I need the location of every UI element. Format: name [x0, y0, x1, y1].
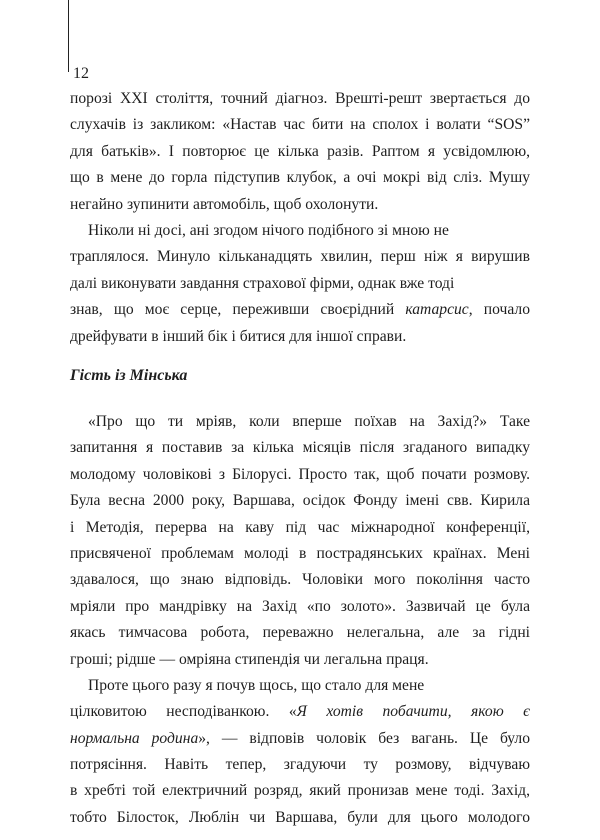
text-line: порозі XXI століття, точний діагноз. Врешті-решт звертається до	[70, 90, 530, 107]
text-line: якась тимчасова робота, переважно нелегальна, але за гідні	[70, 624, 530, 642]
text-span: знав, що моє серце, переживши своєрідний	[70, 301, 406, 319]
text-line: що в мене до горла підступив клубок, а очі мокрі від сліз. Мушу	[70, 169, 530, 187]
italic-span: нормальна родина	[70, 729, 199, 747]
text-line: Була весна 2000 року, Варшава, осідок Фонду імені свв. Кирила	[70, 492, 530, 510]
paragraph-block-1	[70, 86, 530, 350]
text-line: запитання я поставив за кілька місяців після згаданого випадку	[70, 439, 530, 457]
text-line: Ніколи ні досі, ані згодом нічого подібного зі мною не	[88, 221, 449, 239]
text-line	[70, 699, 530, 725]
text-line	[70, 297, 530, 323]
text-line: для батьків». І повторює це кілька разів. Раптом я усвідомлюю,	[70, 142, 530, 160]
text-line: траплялося. Минуло кільканадцять хвилин, перш ніж я вирушив	[70, 248, 530, 266]
text-line: Проте цього разу я почув щось, що стало для мене	[88, 676, 425, 694]
text-line: в хребті той електричний розряд, який пронизав мене тоді. Захід,	[70, 782, 530, 800]
page-number: 12	[73, 65, 89, 82]
text-line: негайно зупинити автомобіль, щоб охолонути.	[70, 195, 379, 213]
text-line: гроші; рідше — омріяна стипендія чи легальна праця.	[70, 650, 429, 668]
margin-rule	[68, 0, 69, 72]
text-line: дрейфувати в інший бік і битися для іншої справи.	[70, 327, 407, 345]
text-span: цілковитою несподіванкою. «	[70, 703, 297, 721]
italic-span: Я хотів побачити, якою є	[296, 703, 530, 721]
text-line: тобто Білосток, Люблін чи Варшава, були для цього молодого	[70, 808, 530, 826]
text-line: потрясіння. Навіть тепер, згадуючи ту розмову, відчуваю	[70, 756, 530, 774]
text-line: присвяченої проблемам молоді в пострадянських країнах. Мені	[70, 544, 530, 562]
text-span: », — відповів чоловік без вагань. Це було	[198, 729, 530, 747]
section-title: Гість із Мінська	[70, 367, 188, 384]
text-line: далі виконувати завдання страхової фірми, однак вже тоді	[70, 274, 455, 292]
text-line: здавалося, що знаю відповідь. Чоловіки мого покоління часто	[70, 571, 530, 589]
text-line: і Методія, перерва на каву під час міжнародної конференції,	[70, 518, 530, 536]
text-line: слухачів із закликом: «Настав час бити на сполох і волати “SOS”	[70, 116, 530, 134]
italic-span: катарсис	[405, 301, 469, 319]
text-line	[70, 726, 530, 752]
text-line: молодому чоловікові з Білорусі. Просто так, щоб почати розмову.	[70, 465, 530, 483]
text-line: «Про що ти мріяв, коли вперше поїхав на Захід?» Таке	[88, 413, 530, 430]
text-span: , почало	[468, 301, 530, 319]
text-line: мріяли про мандрівку на Захід «по золото». Зазвичай це була	[70, 597, 530, 615]
paragraph-block-2	[70, 409, 530, 831]
